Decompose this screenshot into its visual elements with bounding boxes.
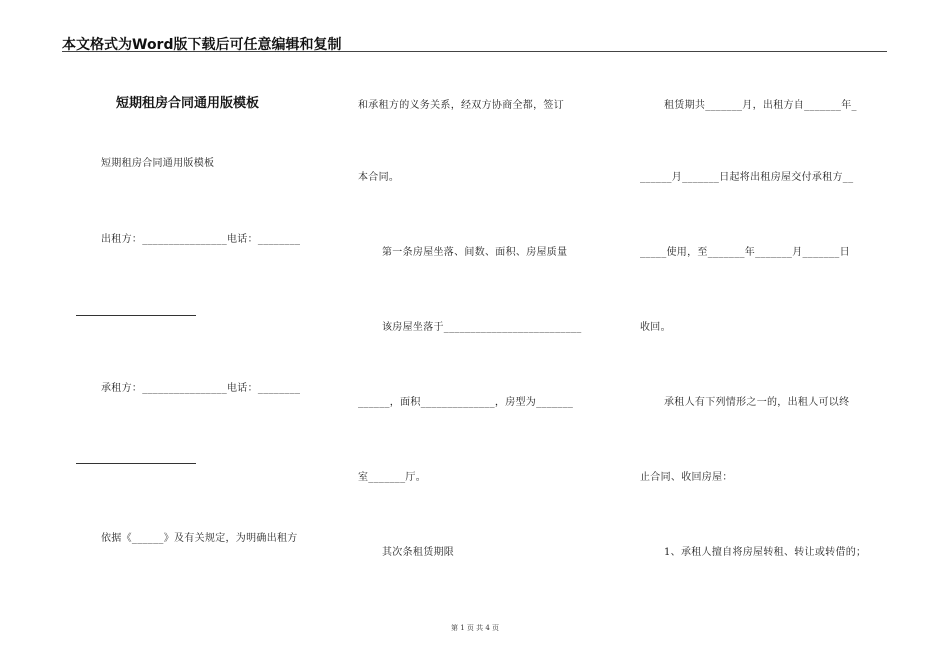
banner-divider xyxy=(62,51,887,52)
page-number: 第 1 页 共 4 页 xyxy=(450,624,500,632)
column-2-line: 和承租方的义务关系，经双方协商全都，签订 xyxy=(358,100,564,111)
column-2-line: 该房屋坐落于__________________________ xyxy=(382,322,582,333)
column-3-line: 止合同、收回房屋： xyxy=(640,472,733,483)
column-1-line: 出租方：________________电话：________ xyxy=(101,234,301,245)
blank-underline xyxy=(76,463,196,464)
column-3-line: 租赁期共_______月，出租方自_______年_ xyxy=(664,100,857,111)
column-2-line: 其次条租赁期限 xyxy=(382,547,455,558)
column-2-line: ______，面积______________，房型为_______ xyxy=(358,397,574,408)
column-2-line: 本合同。 xyxy=(358,172,400,183)
column-2-line: 第一条房屋坐落、间数、面积、房屋质量 xyxy=(382,247,568,258)
column-1-line: 依据《______》及有关规定，为明确出租方 xyxy=(101,533,298,544)
column-3-line: 1、承租人擅自将房屋转租、转让或转借的； xyxy=(664,547,867,558)
column-3-line: ______月_______日起将出租房屋交付承租方__ xyxy=(640,172,854,183)
document-title: 短期租房合同通用版模板 xyxy=(116,96,260,111)
blank-underline xyxy=(76,315,196,316)
column-1-line: 承租方：________________电话：________ xyxy=(101,383,301,394)
column-3-line: _____使用，至_______年_______月_______日 xyxy=(640,247,850,258)
column-3-line: 承租人有下列情形之一的，出租人可以终 xyxy=(664,397,850,408)
download-banner: 本文格式为Word版下载后可任意编辑和复制 xyxy=(62,37,342,53)
column-1-line: 短期租房合同通用版模板 xyxy=(101,158,215,169)
column-3-line: 收回。 xyxy=(640,322,671,333)
column-2-line: 室_______厅。 xyxy=(358,472,426,483)
